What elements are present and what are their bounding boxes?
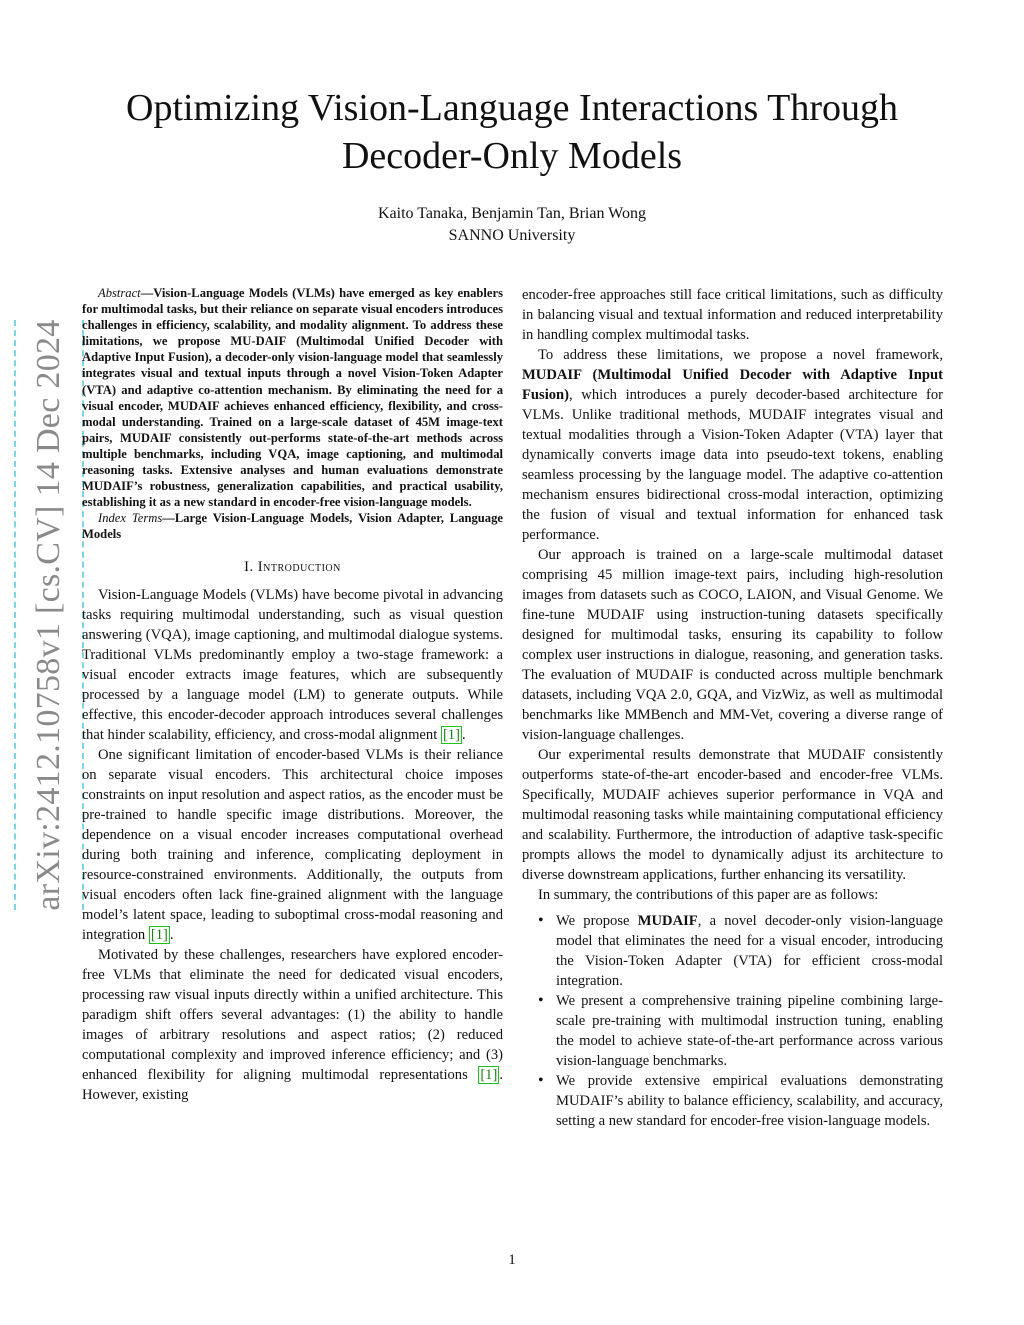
arxiv-identifier-text: arXiv:2412.10758v1 [cs.CV] 14 Dec 2024 [30,319,67,911]
author-block [0,203,1024,247]
intro-paragraph-2-text: One significant limitation of encoder-based VLMs is their reliance on separate visual encoders. This architectural choice imposes constraints on input resolution and aspect ratios, as the encoder must be pre-trained to handle specific image distributions. Moreover, the dependence on a visual encoder increases computational overhead during both training and inference, complicating deployment in resource-constrained environments. Additionally, the outputs from visual encoders often lack fine-grained alignment with the language model’s latent space, leading to suboptimal cross-modal reasoning and integration [82,746,503,943]
right-paragraph-proposal [522,345,943,545]
intro-paragraph-3 [82,945,503,1105]
citation-link[interactable]: [1] [480,1066,498,1083]
contribution-item-1 [556,911,943,991]
right-paragraph-approach: Our approach is trained on a large-scale multimodal dataset comprising 45 million image-text pairs, including high-resolution images from datasets such as COCO, LAION, and Visual Genome. We fine-tune MUDAIF using instruction-tuning datasets specifically designed for multimodal tasks, ensuring its capability to follow complex user instructions in dialogue, reasoning, and generation tasks. The evaluation of MUDAIF is conducted across multiple benchmark datasets, including VQA 2.0, GQA, and VizWiz, as well as multimodal benchmarks like MMBench and MM-Vet, covering a diverse range of vision-language challenges. [522,547,943,743]
index-terms-label: Index Terms [98,511,163,526]
intro-paragraph-3-tail: . However, existing [82,1066,503,1103]
right-paragraph-summary: In summary, the contributions of this paper are as follows: [538,887,879,903]
contribution-item-3: • We provide extensive empirical evaluations demonstrating MUDAIF’s ability to balance efficiency, scalability, and accuracy, setting a new standard for encoder-free vision-language models. [556,1071,943,1131]
section-heading-introduction [82,557,503,577]
index-terms-text: —Large Vision-Language Models, Vision Adapter, Language Models [82,511,503,542]
citation-link[interactable]: [1] [150,926,168,943]
intro-paragraph-2: One significant limitation of encoder-based VLMs is their reliance on separate visual encoders. This architectural choice imposes constraints on input resolution and aspect ratios, as the encoder must be pre-trained to handle specific image distributions. Moreover, the dependence on a visual encoder increases computational overhead during both training and inference, complicating deployment in resource-constrained environments. Additionally, the outputs from visual encoders often lack fine-grained alignment with the language model’s latent space, leading to suboptimal cross-modal reasoning and integration [1] . [82,746,503,943]
paper-title [80,84,944,180]
contribution-1-bold: MUDAIF [637,913,698,929]
contribution-item-2: • We present a comprehensive training pipeline combining large-scale pre-training with multimodal instruction tuning, enabling the model to achieve state-of-the-art performance across various vision-language benchmarks. [556,991,943,1071]
section-title: Introduction [257,558,341,575]
abstract [82,285,503,510]
right-column [522,285,943,1131]
mudaif-full-name: MUDAIF (Multimodal Unified Decoder with Adaptive Input Fusion) [522,367,943,403]
left-column [82,285,503,1105]
intro-paragraph-1-text: Vision-Language Models (VLMs) have become pivotal in advancing tasks requiring multimodal understanding, such as visual question answering (VQA), image captioning, and multimodal dialogue systems. Traditional VLMs predominantly employ a two-stage framework: a visual encoder extracts image features, which are subsequently processed by a language model (LM) to generate outputs. While effective, this encoder-decoder approach introduces several challenges that hinder scalability, efficiency, and cross-modal alignment [82,586,503,743]
proposal-intro-text: To address these limitations, we propose a novel framework, [538,347,943,363]
abstract-label: Abstract [98,286,141,300]
contribution-1-intro: We propose [556,913,630,929]
author-names: Kaito Tanaka, Benjamin Tan, Brian Wong [378,205,646,222]
right-paragraph-continued: encoder-free approaches still face critical limitations, such as difficulty in balancing visual and textual information and reduced interpretability in handling complex multimodal tasks. [522,287,943,343]
right-paragraph-results: Our experimental results demonstrate that MUDAIF consistently outperforms state-of-the-art encoder-based and encoder-free VLMs. Specifically, MUDAIF achieves superior performance in VQA and multimodal reasoning tasks while maintaining computational efficiency and scalability. Furthermore, the introduction of adaptive task-specific prompts allows the model to dynamically adjust its architecture to diverse downstream applications, further enhancing its versatility. [522,747,943,883]
index-terms [82,510,503,542]
abstract-text: —Vision-Language Models (VLMs) have emerged as key enablers for multimodal tasks, but their reliance on separate visual encoders introduces challenges in efficiency, scalability, and modality alignment. To address these limitations, we propose MU-DAIF (Multimodal Unified Decoder with Adaptive Input Fusion), a decoder-only vision-language model that seamlessly integrates visual and textual inputs through a novel Vision-Token Adapter (VTA) and adaptive co-attention mechanism. By eliminating the need for a visual encoder, MUDAIF achieves enhanced efficiency, flexibility, and cross-modal understanding. Trained on a large-scale dataset of 45M image-text pairs, MUDAIF consistently out-performs state-of-the-art methods across multiple benchmarks, including VQA, image captioning, and multimodal reasoning tasks. Extensive analyses and human evaluations demonstrate MUDAIF’s robustness, generalization capabilities, and practical usability, establishing it as a new standard in encoder-free vision-language models. [82,286,503,510]
arxiv-identifier-stamp [14,320,84,910]
section-number: I. [244,558,254,575]
author-affiliation: SANNO University [448,227,576,244]
page-number: 1 [508,1252,516,1268]
citation-link[interactable]: [1] [442,726,460,743]
paper-title-line-1: Optimizing Vision-Language Interactions Through [126,87,898,129]
intro-paragraph-3-text: Motivated by these challenges, researchers have explored encoder-free VLMs that eliminate the need for dedicated visual encoders, processing raw visual inputs directly within a unified architecture. This paradigm shift offers several advantages: (1) the ability to handle images of arbitrary resolutions and aspect ratios; (2) reduced computational complexity and improved inference efficiency; and (3) enhanced flexibility for aligning multimodal representations [82,946,503,1083]
contribution-1-text: , a novel decoder-only vision-language model that eliminates the need for a visual encoder, introducing the Vision-Token Adapter (VTA) for efficient cross-modal integration. [556,913,943,989]
intro-paragraph-1: Vision-Language Models (VLMs) have become pivotal in advancing tasks requiring multimodal understanding, such as visual question answering (VQA), image captioning, and multimodal dialogue systems. Traditional VLMs predominantly employ a two-stage framework: a visual encoder extracts image features, which are subsequently processed by a language model (LM) to generate outputs. While effective, this encoder-decoder approach introduces several challenges that hinder scalability, efficiency, and cross-modal alignment [1] . [82,586,503,743]
paper-title-line-2: Decoder-Only Models [341,135,683,177]
proposal-description-text: , which introduces a purely decoder-based architecture for VLMs. Unlike traditional methods, MUDAIF integrates visual and textual modalities through a Vision-Token Adapter (VTA) layer that dynamically converts image data into pseudo-text tokens, enabling seamless processing by the language model. The adaptive co-attention mechanism ensures bidirectional cross-modal interaction, optimizing the fusion of visual and textual information for enhanced task performance. [522,387,943,543]
contributions-list [522,911,943,1131]
